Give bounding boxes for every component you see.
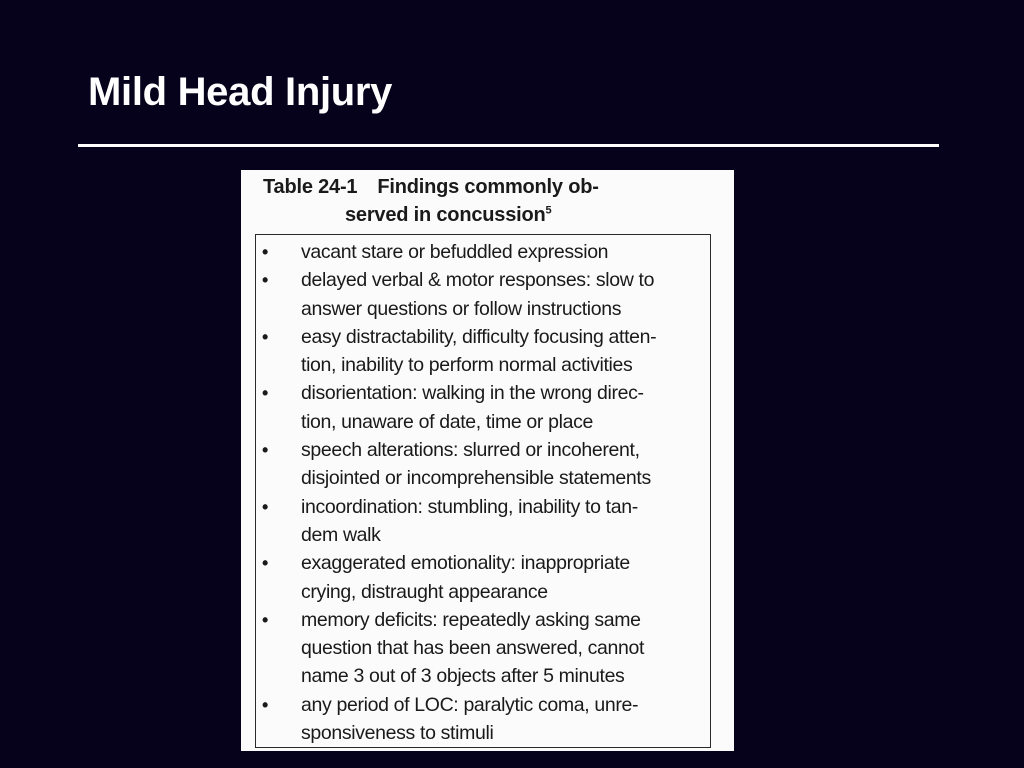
finding-item <box>256 606 710 691</box>
bullet-icon: • <box>262 383 268 404</box>
finding-text-line: exaggerated emotionality: inappropriate <box>301 552 630 575</box>
findings-list <box>256 238 710 747</box>
finding-text-line: tion, inability to perform normal activities <box>301 354 633 377</box>
finding-text-line: crying, distraught appearance <box>301 580 548 603</box>
bullet-icon: • <box>262 496 268 517</box>
bullet-icon: • <box>262 270 268 291</box>
finding-text-line: answer questions or follow instructions <box>301 297 622 320</box>
bullet-icon: • <box>262 242 268 262</box>
title-divider <box>78 144 939 147</box>
finding-text-line: any period of LOC: paralytic coma, unre- <box>301 693 639 716</box>
table-image <box>241 170 734 751</box>
finding-item <box>256 323 710 380</box>
finding-text-line: sponsiveness to stimuli <box>301 722 494 745</box>
bullet-icon: • <box>262 553 268 574</box>
caption-line-2: served in concussion <box>345 204 546 226</box>
finding-text-line: memory deficits: repeatedly asking same <box>301 608 641 631</box>
bullet-icon: • <box>262 609 268 630</box>
finding-text-line: question that has been answered, cannot <box>301 637 645 660</box>
finding-item <box>256 436 710 493</box>
finding-text-line: delayed verbal & motor responses: slow to <box>301 269 655 292</box>
finding-item <box>256 238 710 266</box>
bullet-icon: • <box>262 326 268 347</box>
finding-text-line: disorientation: walking in the wrong direc- <box>301 382 644 405</box>
table-caption <box>263 173 713 229</box>
finding-text-line: incoordination: stumbling, inability to tan- <box>301 495 638 518</box>
bullet-icon: • <box>262 440 268 461</box>
table-number: Table 24-1 <box>263 176 358 198</box>
finding-text-line: speech alterations: slurred or incoherent, <box>301 439 640 462</box>
finding-text-line: name 3 out of 3 objects after 5 minutes <box>301 665 625 688</box>
caption-line-1: Findings commonly ob- <box>377 176 599 198</box>
findings-box <box>255 234 711 748</box>
slide-title: Mild Head Injury <box>88 70 393 114</box>
bullet-icon: • <box>262 694 268 715</box>
finding-text-line: easy distractability, difficulty focusing atten- <box>301 325 657 348</box>
finding-text-line: dem walk <box>301 523 381 546</box>
finding-item <box>256 549 710 606</box>
caption-reference: 5 <box>545 204 552 217</box>
finding-text-line: tion, unaware of date, time or place <box>301 410 593 433</box>
finding-text-line: disjointed or incomprehensible statements <box>301 467 651 490</box>
finding-item <box>256 266 710 323</box>
finding-text-line: vacant stare or befuddled expression <box>301 241 609 263</box>
finding-item <box>256 691 710 748</box>
finding-item <box>256 379 710 436</box>
finding-item <box>256 493 710 550</box>
